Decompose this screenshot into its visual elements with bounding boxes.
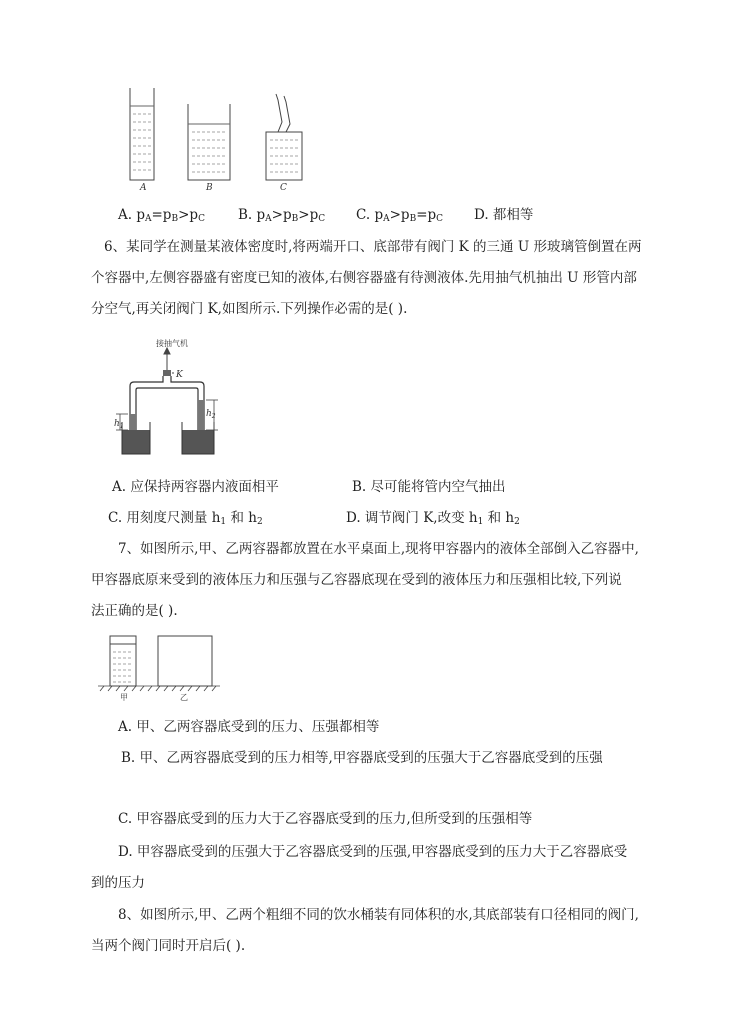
label-jia: 甲: [120, 693, 128, 702]
table-surface: [98, 686, 220, 691]
q8-stem-line1: 8、如图所示,甲、乙两个粗细不同的饮水桶装有同体积的水,其底部装有口径相同的阀门,: [118, 907, 639, 923]
container-jia: [110, 636, 136, 686]
label-c: C: [280, 183, 287, 193]
q5-option-b: B. $p_A>p_B>p_C$: [238, 207, 326, 224]
label-pump: 接抽气机: [156, 339, 188, 348]
q7-option-b: B. 甲、乙两容器底受到的压力相等,甲容器底受到的压强大于乙容器底受到的压强: [121, 750, 603, 766]
q6-option-c: C. 用刻度尺测量 $h_1$ 和 $h_2$: [108, 510, 263, 527]
valve-k: [163, 370, 174, 376]
liquid-lines-a: [133, 114, 151, 170]
q6-stem-line3: 分空气,再关闭阀门 K,如图所示.下列操作必需的是( ).: [91, 301, 408, 317]
container-a: [130, 88, 154, 180]
q6-option-b: B. 尽可能将管内空气抽出: [352, 479, 506, 495]
q7-stem-line3: 法正确的是( ).: [91, 603, 178, 619]
label-k: K: [176, 370, 183, 380]
q6-option-a: A. 应保持两容器内液面相平: [112, 479, 279, 495]
q5-option-c: C. $p_A>p_B=p_C$: [356, 207, 444, 224]
figure-u-tube: [100, 334, 240, 464]
q5-option-d: D. 都相等: [474, 207, 534, 223]
figure-jia-yi: [94, 630, 224, 702]
label-b: B: [206, 183, 213, 193]
container-c: [266, 94, 302, 180]
q6-option-d: D. 调节阀门 K,改变 $h_1$ 和 $h_2$: [346, 510, 520, 527]
label-h1: $h_1$: [114, 419, 124, 430]
q7-option-c: C. 甲容器底受到的压力大于乙容器底受到的压力,但所受到的压强相等: [118, 811, 533, 827]
q6-stem-line1: 6、某同学在测量某液体密度时,将两端开口、底部带有阀门 K 的三通 U 形玻璃管倒置在两: [104, 239, 642, 255]
q7-option-a: A. 甲、乙两容器底受到的压力、压强都相等: [118, 719, 380, 735]
right-liquid-column: [198, 400, 204, 430]
liquid-lines-b: [192, 132, 226, 172]
q7-stem-line1: 7、如图所示,甲、乙两容器都放置在水平桌面上,现将甲容器内的液体全部倒入乙容器中,: [118, 541, 639, 557]
liquid-lines-c: [270, 140, 298, 172]
left-liquid-column: [130, 414, 136, 430]
container-b: [188, 104, 230, 180]
label-h2: $h_2$: [206, 409, 216, 420]
figure-containers-abc: [120, 82, 310, 194]
q7-option-d-line1: D. 甲容器底受到的压强大于乙容器底受到的压强,甲容器底受到的压力大于乙容器底受: [118, 844, 628, 860]
container-yi: [158, 636, 212, 686]
label-a: A: [140, 183, 147, 193]
q8-stem-line2: 当两个阀门同时开启后( ).: [91, 938, 246, 954]
q6-stem-line2: 个容器中,左侧容器盛有密度已知的液体,右侧容器盛有待测液体.先用抽气机抽出 U 形管内部: [91, 270, 637, 286]
q7-option-d-line2: 到的压力: [91, 875, 145, 891]
label-yi: 乙: [180, 693, 188, 702]
q5-option-a: A. $p_A=p_B>p_C$: [118, 207, 205, 224]
q7-stem-line2: 甲容器底原来受到的液体压力和压强与乙容器底现在受到的液体压力和压强相比较,下列说: [91, 572, 622, 588]
